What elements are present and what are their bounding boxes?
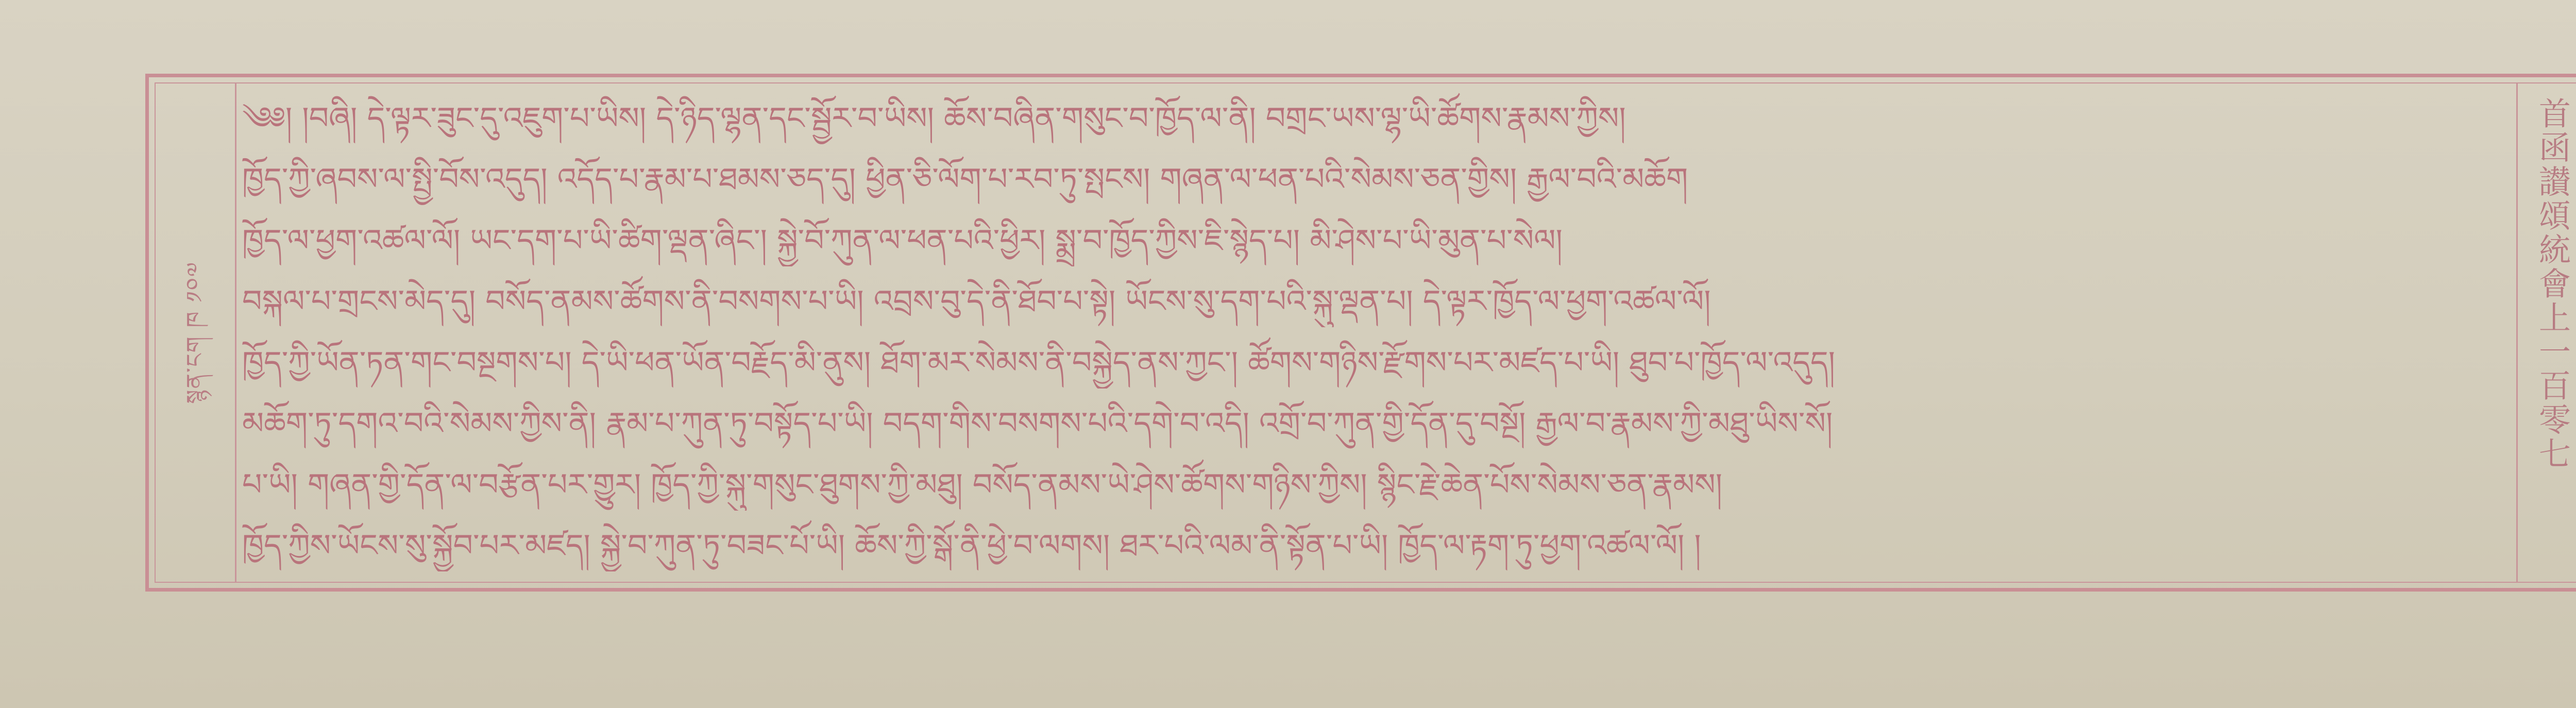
text-line-7: པ་ཡི། གཞན་གྱི་དོན་ལ་བརྩོན་པར་གྱུར། ཁྱོད་ཀྱི་སྐུ་གསུང་ཐུགས་ཀྱི་མཐུ། བསོད་ནམས་ཡེ་ཤེས་ཚོགས་གཉིས་ཀྱིས། སྙིང་རྗེ་ཆེན་པོས་སེམས་ཅན་རྣམས།	[242, 466, 1722, 503]
right-margin	[2516, 82, 2576, 583]
text-line-2: ཁྱོད་ཀྱི་ཞབས་ལ་སྤྱི་བོས་འདུད། འདོད་པ་རྣམ་པ་ཐམས་ཅད་དུ། ཕྱིན་ཅི་ལོག་པ་རབ་ཏུ་སྤངས། གཞན་ལ་ཕན་པའི་སེམས་ཅན་གྱིས། རྒྱལ་བའི་མཆོག	[242, 161, 1688, 198]
text-line-8: ཁྱོད་ཀྱིས་ཡོངས་སུ་སྐྱོབ་པར་མཛད། སྐྱེ་བ་ཀུན་ཏུ་བཟང་པོ་ཡི། ཆོས་ཀྱི་སྒོ་ནི་ཕྱེ་བ་ལགས། ཐར་པའི་ལམ་ནི་སྟོན་པ་ཡི། ཁྱོད་ལ་རྟག་ཏུ་ཕྱག་འཚལ་ལོ། །	[242, 527, 1701, 564]
text-line-3: ཁྱོད་ལ་ཕྱག་འཚལ་ལོ། ཡང་དག་པ་ཡི་ཚིག་ལྡན་ཞིང་། སྐྱེ་བོ་ཀུན་ལ་ཕན་པའི་ཕྱིར། སྨྲ་བ་ཁྱོད་ཀྱིས་ཇི་སྙེད་པ། མི་ཤེས་པ་ཡི་མུན་པ་སེལ།	[242, 222, 1563, 259]
left-margin	[155, 82, 236, 583]
right-margin-label: 首函讃頌統會上一百零七	[2533, 97, 2571, 471]
text-line-5: ཁྱོད་ཀྱི་ཡོན་ཏན་གང་བསྔགས་པ། དེ་ཡི་ཕན་ཡོན་བརྗོད་མི་ནུས། ཐོག་མར་སེམས་ནི་བསྐྱེད་ནས་ཀྱང་། ཚོགས་གཉིས་རྫོགས་པར་མཛད་པ་ཡི། ཐུབ་པ་ཁྱོད་ལ་འདུད།	[242, 344, 1835, 381]
text-line-6: མཆོག་ཏུ་དགའ་བའི་སེམས་ཀྱིས་ནི། རྣམ་པ་ཀུན་ཏུ་བསྟོད་པ་ཡི། བདག་གིས་བསགས་པའི་དགེ་བ་འདི། འགྲོ་བ་ཀུན་གྱི་དོན་དུ་བསྔོ། རྒྱལ་བ་རྣམས་ཀྱི་མཐུ་ཡིས་སོ།	[242, 406, 1833, 442]
text-line-1: ༄༅། །བཞི། དེ་ལྟར་ཟུང་དུ་འཇུག་པ་ཡིས། དེ་ཉིད་ལྷན་དང་སྦྱོར་བ་ཡིས། ཆོས་བཞིན་གསུང་བ་ཁྱོད་ལ་ནི། བགྲང་ཡས་ལྷ་ཡི་ཚོགས་རྣམས་ཀྱིས།	[242, 100, 1626, 137]
folio-text-body	[242, 93, 2509, 572]
text-line-4: བསྐལ་པ་གྲངས་མེད་དུ། བསོད་ནམས་ཚོགས་ནི་བསགས་པ་ཡི། འབྲས་བུ་དེ་ནི་ཐོབ་པ་སྟེ། ཡོངས་སུ་དག་པའི་སྐུ་ལྡན་པ། དེ་ལྟར་ཁྱོད་ལ་ཕྱག་འཚལ་ལོ།	[242, 283, 1711, 320]
left-margin-label: སྙན་ངག ཁ ༡༠༧	[182, 261, 208, 404]
